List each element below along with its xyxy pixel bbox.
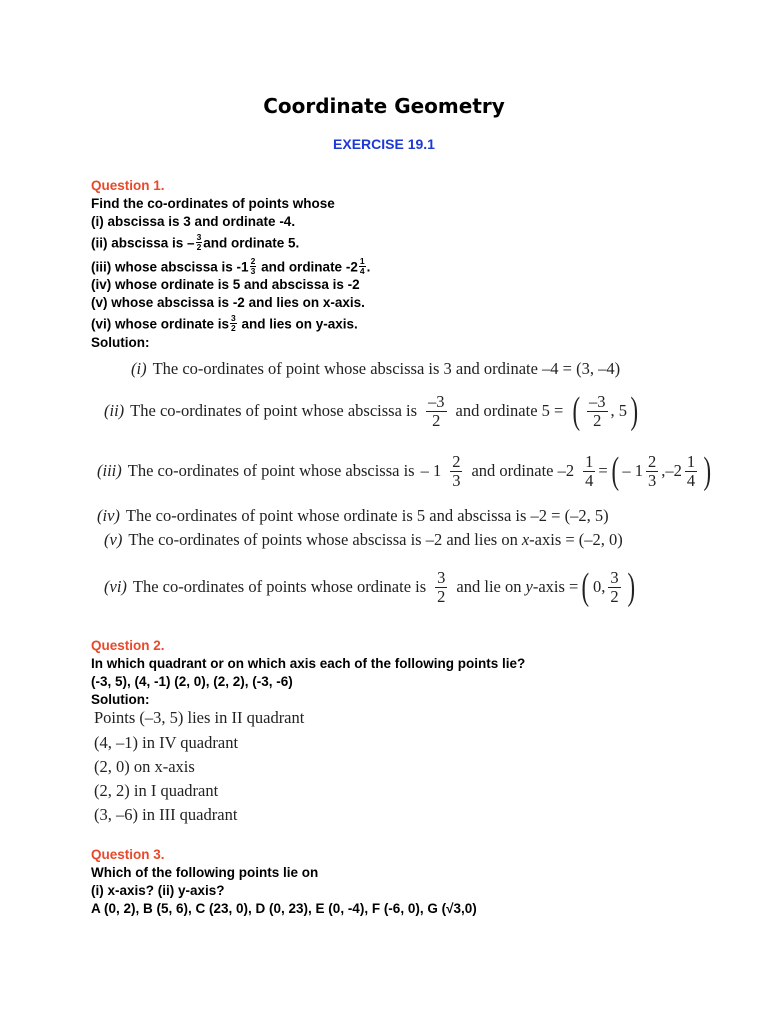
list-item: (4, –1) in IV quadrant [94, 733, 239, 752]
question-2-solution-label: Solution: [91, 692, 150, 707]
question-3-text: Which of the following points lie on [91, 865, 319, 880]
fraction-2-3: $\frac{2}{3}$ [452, 452, 461, 490]
question-1-heading: Question 1. [91, 178, 165, 193]
question-1-solution-label: Solution: [91, 335, 150, 350]
question-3-parts: (i) x-axis? (ii) y-axis? [91, 883, 225, 898]
fraction-1-4: $\frac{1}{4}$ [585, 452, 594, 490]
list-item: (2, 0) on x-axis [94, 757, 195, 776]
question-1-part-ii: (ii) abscissa is – $\frac{3}{2}$ and ordinate 5. [91, 232, 300, 252]
question-1-part-iv: (iv) whose ordinate is 5 and abscissa is -2 [91, 277, 360, 292]
question-1-part-v: (v) whose abscissa is -2 and lies on x-axis. [91, 295, 365, 310]
solution-1-line-vi: (vi) The co-ordinates of points whose ordinate is $\frac{3}{2}$ and lie on y -axis = ( 0, $\frac{3}{2}$ ) [104, 566, 635, 608]
fraction-neg3-2: $\frac{-3}{2}$ [428, 392, 445, 430]
question-2-text: In which quadrant or on which axis each of the following points lie? [91, 656, 526, 671]
page-title: Coordinate Geometry [263, 94, 505, 118]
solution-1-line-v: (v) The co-ordinates of points whose abscissa is –2 and lies on x -axis = (–2, 0) [104, 530, 623, 549]
question-3-heading: Question 3. [91, 847, 165, 862]
question-1-intro: Find the co-ordinates of points whose [91, 196, 335, 211]
fraction-2-3: $\frac{2}{3}$ [250, 256, 256, 276]
question-2-points: (-3, 5), (4, -1) (2, 0), (2, 2), (-3, -6) [91, 674, 293, 689]
question-2-heading: Question 2. [91, 638, 165, 653]
solution-1-line-iii: (iii) The co-ordinates of point whose abscissa is – 1 $\frac{2}{3}$ and ordinate –2 $\frac{1}{4}$ = ( – 1 $\frac{2}{3}$ ,–2 $\frac{1}{4}$ ) [97, 450, 712, 492]
list-item: (3, –6) in III quadrant [94, 805, 238, 824]
solution-1-line-ii: (ii) The co-ordinates of point whose abscissa is $\frac{-3}{2}$ and ordinate 5 = ( $\frac{-3}{2}$ , 5 ) [104, 390, 639, 432]
question-1-part-iii: (iii) whose abscissa is -1 $\frac{2}{3}$ and ordinate -2 $\frac{1}{4}$ . [91, 256, 371, 276]
question-3-points: A (0, 2), B (5, 6), C (23, 0), D (0, 23), E (0, -4), F (-6, 0), G (√3,0) [91, 901, 477, 916]
fraction-3-2: $\frac{3}{2}$ [437, 568, 446, 606]
list-item: Points (–3, 5) lies in II quadrant [94, 708, 305, 727]
list-item: (2, 2) in I quadrant [94, 781, 219, 800]
solution-1-line-i: (i) The co-ordinates of point whose abscissa is 3 and ordinate –4 = (3, –4) [131, 359, 621, 378]
question-1-part-i: (i) abscissa is 3 and ordinate -4. [91, 214, 296, 229]
fraction-3-2: $\frac{3}{2}$ [196, 232, 202, 252]
question-1-part-vi: (vi) whose ordinate is $\frac{3}{2}$ and lies on y-axis. [91, 313, 358, 333]
exercise-heading: EXERCISE 19.1 [333, 136, 435, 152]
fraction-3-2: $\frac{3}{2}$ [231, 313, 236, 333]
fraction-1-4: $\frac{1}{4}$ [359, 256, 365, 276]
solution-1-line-iv: (iv) The co-ordinates of point whose ordinate is 5 and abscissa is –2 = (–2, 5) [97, 506, 609, 525]
